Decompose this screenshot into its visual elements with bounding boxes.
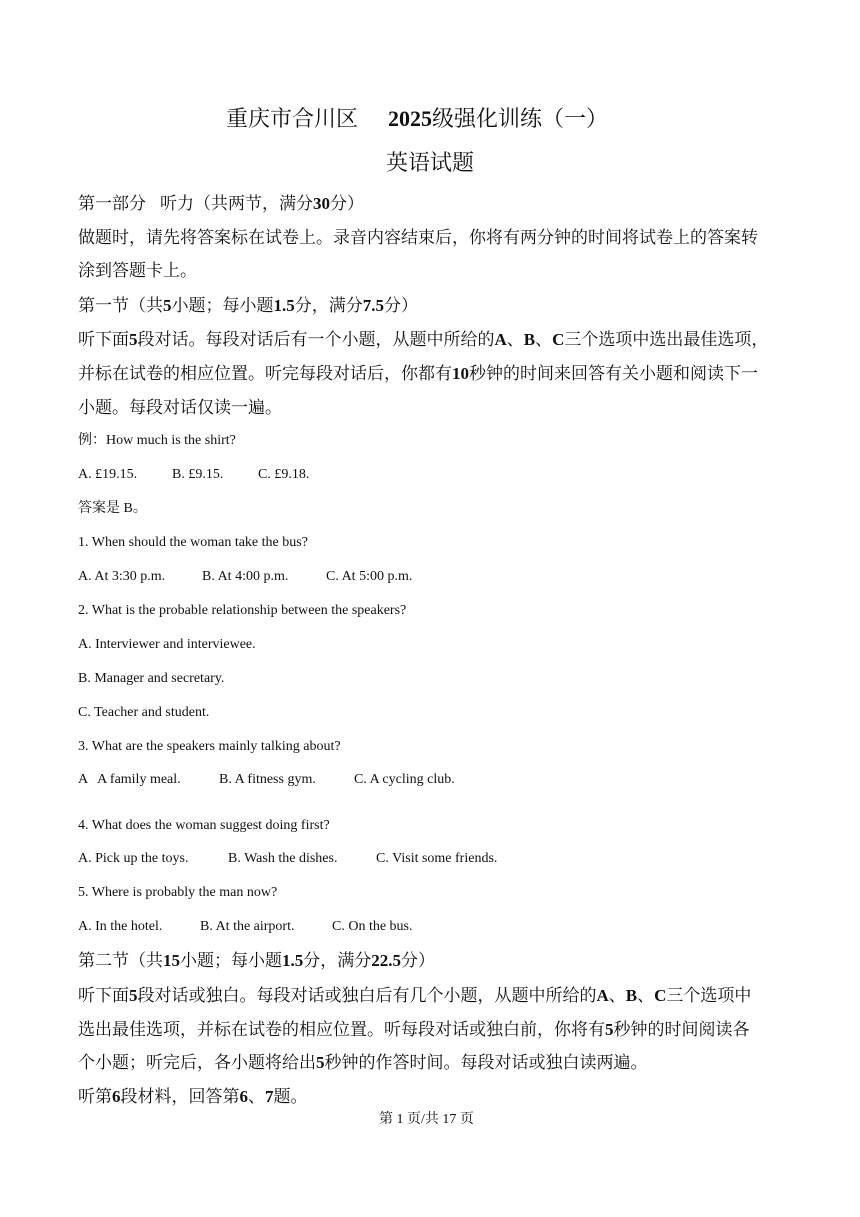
section1-instruction-line1 [78, 331, 768, 348]
part1-score: 30 [313, 194, 330, 213]
text: 个小题；听完后，各小题将给出 [78, 1053, 316, 1072]
text: 段材料，回答第 [120, 1087, 240, 1106]
example-option-b: B. £9.15. [172, 467, 224, 482]
title-suffix: 级强化训练（一） [432, 106, 609, 131]
part1-instruction-line2: 涂到答题卡上。 [78, 261, 197, 280]
question-4-option-b: B. Wash the dishes. [228, 851, 338, 866]
number: 5 [129, 330, 138, 349]
option-letter: C [654, 986, 667, 1005]
question-3-option-a: A A family meal. [78, 772, 181, 787]
part1-instruction-line1: 做题时，请先将答案标在试卷上。录音内容结束后，你将有两分钟的时间将试卷上的答案转 [78, 228, 758, 247]
option-letter: B [523, 330, 536, 349]
question-4-option-a: A. Pick up the toys. [78, 851, 189, 866]
question-1-option-b: B. At 4:00 p.m. [202, 569, 289, 584]
text: 段对话或独白。每段对话或独白后有几个小题，从题中所给的 [137, 986, 597, 1005]
page-number: 第 1 页/共 17 页 [379, 1112, 474, 1127]
question-5-option-a: A. In the hotel. [78, 919, 163, 934]
number: 22.5 [371, 951, 401, 970]
question-1-option-a: A. At 3:30 p.m. [78, 569, 166, 584]
document-subject: 英语试题 [386, 150, 475, 175]
text: 听第 [78, 1087, 112, 1106]
section1-instruction-line2 [78, 365, 758, 382]
example-option-c: C. £9.18. [258, 467, 310, 482]
text: 、 [506, 330, 524, 349]
text: 分，满分 [303, 951, 372, 970]
section1-heading [78, 297, 418, 314]
section2-material-intro [78, 1088, 308, 1105]
text: 三个选项中 [666, 986, 752, 1005]
part1-label: 第一部分 [78, 194, 146, 213]
text: 分） [401, 951, 435, 970]
text: 、 [637, 986, 655, 1005]
question-1-option-c: C. At 5:00 p.m. [326, 569, 413, 584]
text: 第二节（共 [78, 951, 163, 970]
question-5: 5. Where is probably the man now? [78, 885, 278, 900]
part1-desc-end: 分） [330, 194, 364, 213]
number: 6 [239, 1087, 248, 1106]
part1-desc: 听力（共两节，满分 [160, 194, 313, 213]
number: 6 [112, 1087, 121, 1106]
text: 秒钟的作答时间。每段对话或独白读两遍。 [324, 1053, 648, 1072]
number: 5 [316, 1053, 325, 1072]
text: 题。 [273, 1087, 308, 1106]
text: 小题；每小题 [171, 296, 274, 315]
section2-heading [78, 952, 435, 969]
question-2-option-b: B. Manager and secretary. [78, 671, 225, 686]
text: 分） [384, 296, 418, 315]
option-letter: B [625, 986, 638, 1005]
text: 段对话。每段对话后有一个小题，从题中所给的 [137, 330, 495, 349]
question-5-option-b: B. At the airport. [200, 919, 295, 934]
number: 5 [163, 296, 172, 315]
text: 、 [535, 330, 553, 349]
number: 1.5 [282, 951, 304, 970]
text: 小题；每小题 [180, 951, 282, 970]
number: 1.5 [273, 296, 295, 315]
question-2: 2. What is the probable relationship between the speakers? [78, 603, 407, 618]
option-letter: A [494, 330, 507, 349]
document-title [226, 108, 608, 130]
number: 7.5 [362, 296, 384, 315]
question-4: 4. What does the woman suggest doing first? [78, 818, 330, 833]
section2-instruction-line1 [78, 987, 751, 1004]
question-2-option-c: C. Teacher and student. [78, 705, 210, 720]
number: 15 [163, 951, 180, 970]
question-5-option-c: C. On the bus. [332, 919, 413, 934]
text: 听下面 [78, 986, 129, 1005]
title-region: 重庆市合川区 [226, 106, 359, 131]
section2-instruction-line2 [78, 1021, 750, 1038]
option-letter: C [552, 330, 565, 349]
text: 选出最佳选项，并标在试卷的相应位置。听每段对话或独白前，你将有 [78, 1020, 605, 1039]
number: 5 [129, 986, 138, 1005]
question-1: 1. When should the woman take the bus? [78, 535, 308, 550]
text: 秒钟的时间阅读各 [613, 1020, 750, 1039]
question-3-option-b: B. A fitness gym. [219, 772, 316, 787]
question-2-option-a: A. Interviewer and interviewee. [78, 637, 256, 652]
example-option-a: A. £19.15. [78, 467, 138, 482]
example-answer: 答案是 B。 [78, 501, 147, 516]
text: 秒钟的时间来回答有关小题和阅读下一 [469, 364, 758, 383]
question-3: 3. What are the speakers mainly talking about? [78, 739, 341, 754]
section2-instruction-line3 [78, 1054, 648, 1071]
text: 第一节（共 [78, 296, 163, 315]
title-year: 2025 [388, 106, 433, 131]
question-3-option-c: C. A cycling club. [354, 772, 455, 787]
number: 5 [605, 1020, 614, 1039]
part1-heading [78, 195, 364, 212]
text: 、 [608, 986, 626, 1005]
example-question: 例：How much is the shirt? [78, 433, 236, 448]
text: 、 [248, 1087, 265, 1106]
text: 并标在试卷的相应位置。听完每段对话后，你都有 [78, 364, 452, 383]
question-4-option-c: C. Visit some friends. [376, 851, 498, 866]
option-letter: A [596, 986, 609, 1005]
text: 分，满分 [294, 296, 363, 315]
number: 10 [452, 364, 469, 383]
number: 7 [265, 1087, 274, 1106]
section1-instruction-line3: 小题。每段对话仅读一遍。 [78, 398, 282, 417]
text: 三个选项中选出最佳选项， [564, 330, 769, 349]
text: 听下面 [78, 330, 129, 349]
